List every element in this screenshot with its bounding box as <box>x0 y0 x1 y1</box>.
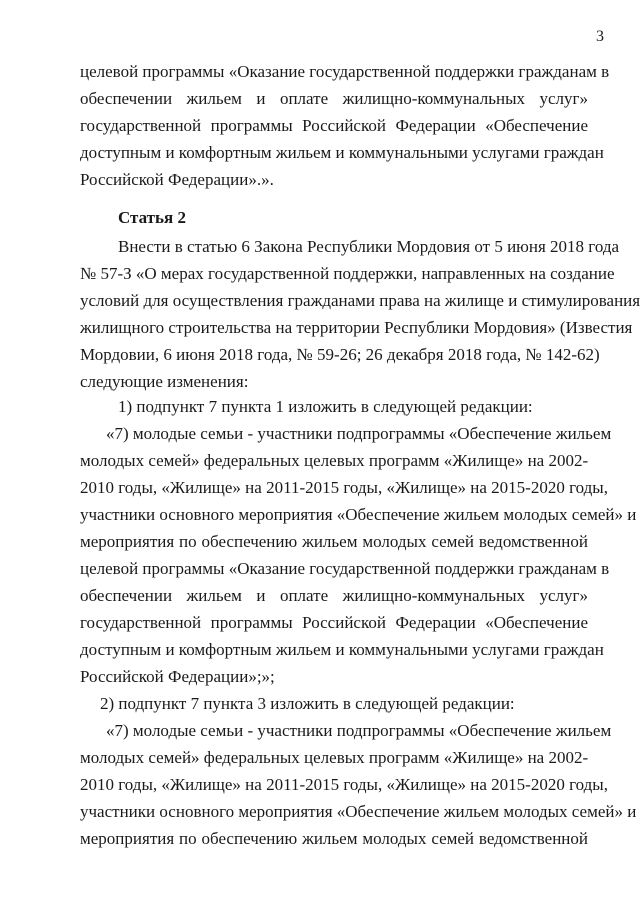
text-line: молодых семей» федеральных целевых программ «Жилище» на 2002- <box>80 748 589 767</box>
text-line: Российской Федерации».». <box>80 170 274 189</box>
text-line: Внести в статью 6 Закона Республики Мордовия от 5 июня 2018 года <box>118 237 620 256</box>
list-item-2: 2) подпункт 7 пункта 3 изложить в следующей редакции: <box>100 694 515 713</box>
text-line: условий для осуществления гражданами права на жилище и стимулирования <box>80 291 640 310</box>
text-line: целевой программы «Оказание государственной поддержки гражданам в <box>80 62 610 81</box>
text-line: «7) молодые семьи - участники подпрограммы «Обеспечение жильем <box>106 424 612 443</box>
text-line: Российской Федерации»;»; <box>80 667 275 686</box>
text-line: целевой программы «Оказание государственной поддержки гражданам в <box>80 559 610 578</box>
text-line: Мордовии, 6 июня 2018 года, № 59-26; 26 декабря 2018 года, № 142-62) <box>80 345 600 364</box>
text-line: следующие изменения: <box>80 372 249 391</box>
text-line: мероприятия по обеспечению жильем молодых семей ведомственной <box>80 532 588 551</box>
text-line: мероприятия по обеспечению жильем молодых семей ведомственной <box>80 829 588 848</box>
text-line: государственной программы Российской Федерации «Обеспечение <box>80 116 588 135</box>
list-item-1: 1) подпункт 7 пункта 1 изложить в следующей редакции: <box>118 397 533 416</box>
text-line: участники основного мероприятия «Обеспечение жильем молодых семей» и <box>80 505 637 524</box>
article-heading: Статья 2 <box>118 208 186 227</box>
text-line: 2010 годы, «Жилище» на 2011-2015 годы, «Жилище» на 2015-2020 годы, <box>80 775 608 794</box>
text-line: государственной программы Российской Федерации «Обеспечение <box>80 613 588 632</box>
text-line: № 57-З «О мерах государственной поддержки, направленных на создание <box>80 264 615 283</box>
text-line: обеспечении жильем и оплате жилищно-коммунальных услуг» <box>80 89 588 108</box>
page-number: 3 <box>596 28 604 45</box>
text-line: «7) молодые семьи - участники подпрограммы «Обеспечение жильем <box>106 721 612 740</box>
text-line: участники основного мероприятия «Обеспечение жильем молодых семей» и <box>80 802 637 821</box>
text-line: 2010 годы, «Жилище» на 2011-2015 годы, «Жилище» на 2015-2020 годы, <box>80 478 608 497</box>
text-line: доступным и комфортным жильем и коммунальными услугами граждан <box>80 640 604 659</box>
text-line: жилищного строительства на территории Республики Мордовия» (Известия <box>80 318 633 337</box>
text-line: молодых семей» федеральных целевых программ «Жилище» на 2002- <box>80 451 589 470</box>
text-line: доступным и комфортным жильем и коммунальными услугами граждан <box>80 143 604 162</box>
text-line: обеспечении жильем и оплате жилищно-коммунальных услуг» <box>80 586 588 605</box>
